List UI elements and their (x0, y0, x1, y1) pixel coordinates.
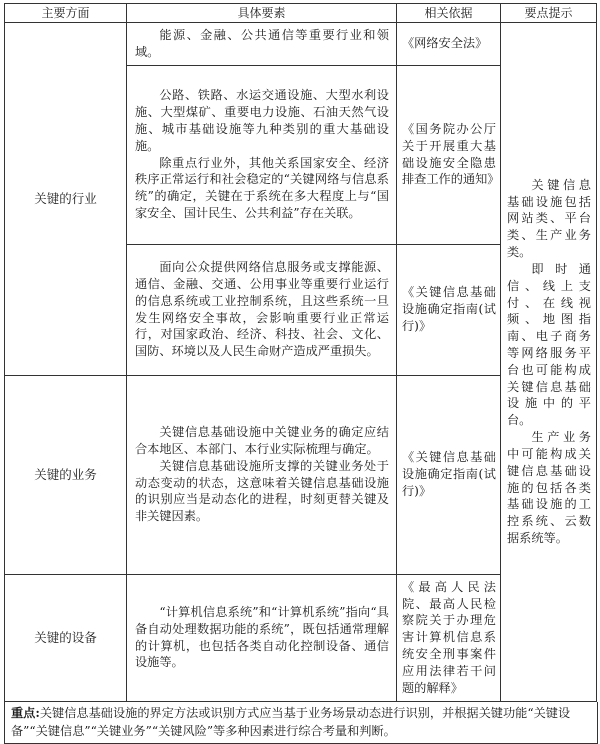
summary-note (4, 702, 598, 744)
basis-cell (397, 574, 501, 701)
basis-text: 《关键信息基础设施确定指南(试行)》 (402, 285, 496, 334)
element-paragraph: 能源、金融、公共通信等重要行业和领域。 (135, 28, 389, 59)
requirements-table (4, 3, 597, 702)
basis-text: 《关键信息基础设施确定指南(试行)》 (402, 450, 496, 499)
header-basis: 相关依据 (397, 4, 501, 23)
basis-text: 《国务院办公厅关于开展重大基础设施安全隐患排查工作的通知》 (402, 122, 500, 187)
industry-row-1 (5, 23, 597, 66)
tip-paragraph: 生产业务中可能构成关键信息基础设施的包括各类基础设施的工控系统、云数据系统等。 (507, 430, 591, 546)
aspect-industry: 关键的行业 (5, 23, 127, 376)
element-paragraph: 关键信息基础设施所支撑的关键业务处于动态变动的状态，这意味着关键信息基础设施的识别应当是动态化的进程，时刻更替关键及非关键因素。 (135, 458, 389, 524)
basis-text: 《最高人民法院、最高人民检察院关于办理危害计算机信息系统安全刑事案件应用法律若干问题的解释》 (402, 579, 496, 695)
elements-cell (127, 574, 397, 701)
tip-paragraph: 即时通信、线上支付、在线视频、地图指南、电子商务等网络服务平台也可能构成关键信息基础设施中的平台。 (507, 261, 591, 428)
element-paragraph: 除重点行业外，其他关系国家安全、经济秩序正常运行和社会稳定的“关键网络与信息系统”的确定，关键在于系统在多大程度上与“国家安全、国计民生、公共利益”存在关联。 (135, 155, 389, 221)
basis-cell (397, 23, 501, 66)
elements-cell (127, 244, 397, 375)
elements-cell (127, 23, 397, 66)
element-paragraph: 关键信息基础设施中关键业务的确定应结合本地区、本部门、本行业实际梳理与确定。 (135, 425, 389, 456)
element-paragraph: 面向公众提供网络信息服务或支撑能源、通信、金融、交通、公用事业等重要行业运行的信息系统或工业控制系统，且这些系统一旦发生网络安全事故，会影响重要行业正常运行，对国家政治、经济、科技、社会、文化、国防、环境以及人民生命财产造成严重损失。 (135, 260, 389, 359)
basis-cell (397, 244, 501, 375)
aspect-business: 关键的业务 (5, 375, 127, 574)
header-tips: 要点提示 (501, 4, 597, 23)
element-paragraph: 公路、铁路、水运交通设施、大型水利设施、大型煤矿、重要电力设施、石油天然气设施、城市基础设施等九种类别的重大基础设施。 (135, 88, 389, 153)
elements-cell (127, 65, 397, 244)
header-elements: 具体要素 (127, 4, 397, 23)
header-aspect: 主要方面 (5, 4, 127, 23)
tips-cell (501, 23, 597, 702)
header-row (5, 4, 597, 23)
summary-text: 关键信息基础设施的界定方法或识别方式应当基于业务场景动态进行识别，并根据关键功能“关键设备”“关键信息”“关键业务”“关键风险”等多种因素进行综合考量和判断。 (11, 706, 571, 739)
aspect-equipment: 关键的设备 (5, 574, 127, 701)
summary-label: 重点: (11, 706, 40, 720)
tip-paragraph: 关键信息基础设施包括网站类、平台类、生产业务类。 (507, 177, 591, 260)
basis-cell (397, 65, 501, 244)
element-paragraph: “计算机信息系统”和“计算机系统”指向“具备自动处理数据功能的系统”，既包括通常理解的计算机，也包括各类自动化控制设备、通信设施等。 (135, 605, 389, 670)
elements-cell (127, 375, 397, 574)
basis-cell (397, 375, 501, 574)
basis-text: 《网络安全法》 (402, 36, 488, 51)
